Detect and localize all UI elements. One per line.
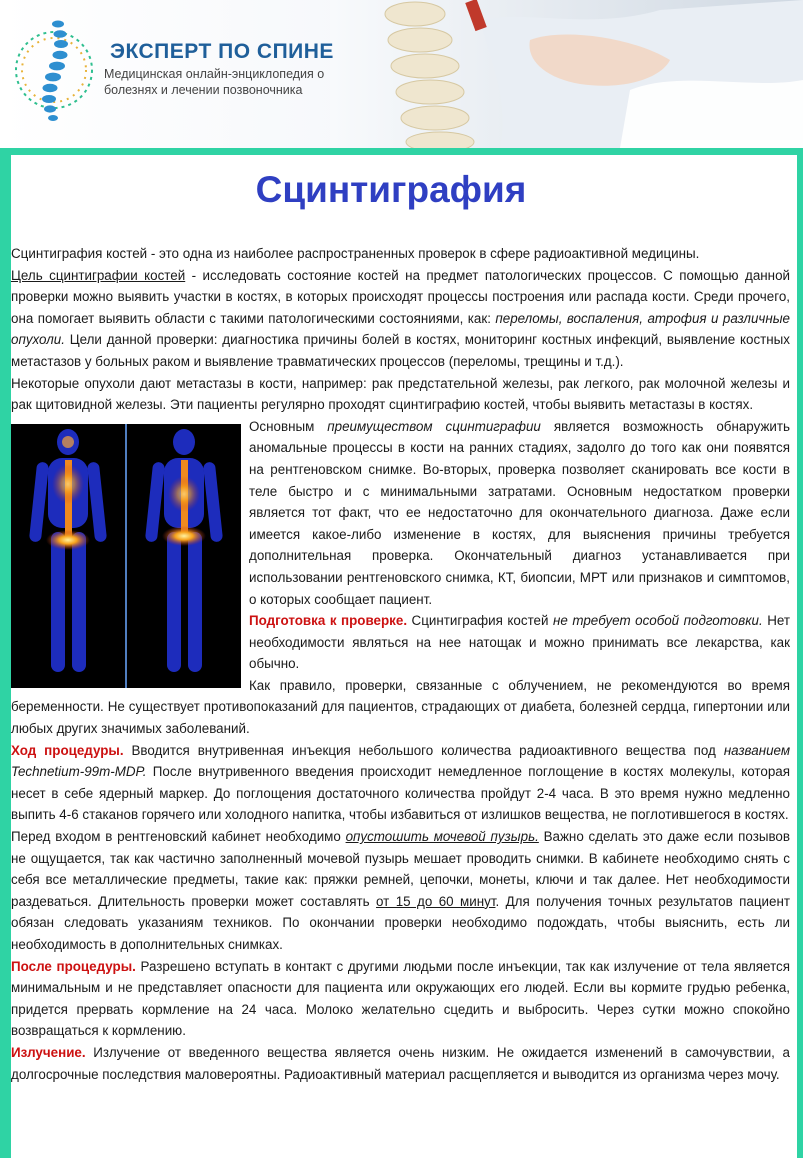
paragraph-metastases: Некоторые опухоли дают метастазы в кости, например: рак предстательной железы, рак легкого, рак молочной железы и рак щитовидной железы. Эти пациенты регулярно проходят сцинтиграфию костей, чтобы выявить метастазы в костях.	[11, 375, 790, 413]
bone-scan-image	[11, 424, 241, 688]
preparation-label: Подготовка к проверке.	[249, 613, 408, 629]
paragraph-pregnancy: Как правило, проверки, связанные с облучением, не рекомендуются во время беременности. Не существует противопоказаний для пациентов, страдающих от диабета, болезней сердца, гипертонии или любых других значимых заболеваний.	[11, 677, 790, 737]
goal-label: Цель сцинтиграфии костей	[11, 267, 186, 283]
procedure-label: Ход процедуры.	[11, 742, 124, 758]
paragraph-advantage: Основным преимуществом сцинтиграфии является возможность обнаружить аномальные процессы в кости на ранних стадиях, задолго до того как они появятся на рентгеновском снимке. Во-вторых, проверка позволяет сканировать все кости в теле быстро и с минимальными затратами. Основным недостатком проверки является тот факт, что ее недостаточно для окончательного диагноза. Даже если имеется какое-либо изменение в костях, для выяснения причины требуется дополнительная проверка. Окончательный диагноз устанавливается при использовании рентгеновского снимка, КТ, биопсии, МРТ или признаков и симптомов, о которых сообщает пациент.	[249, 418, 791, 607]
paragraph-goal: Цель сцинтиграфии костей - исследовать состояние костей на предмет патологических процессов. С помощью данной проверки можно выявить участки в костях, в которых происходят процессы построения или распада кости. Среди прочего, она помогает выявить области с такими патологическими состояниями, как: переломы, воспаления, атрофия и различные опухоли. Цели данной проверки: диагностика причины болей в костях, мониторинг костных инфекций, выявление костных метастазов у больных раком и выявление травматических процессов (переломы, трещины и т.д.).	[11, 267, 790, 369]
article-body	[11, 243, 790, 1085]
paragraph-preparation: Подготовка к проверке. Сцинтиграфия костей не требует особой подготовки. Нет необходимости являться на нее натощак и можно принимать все лекарства, как обычно.	[249, 613, 791, 672]
bone-scan-figures	[11, 424, 241, 688]
paragraph-before-xray: Перед входом в рентгеновский кабинет необходимо опустошить мочевой пузырь. Важно сделать это даже если позывов не ощущается, так как частично заполненный мочевой пузырь мешает проводить снимки. В кабинете необходимо снять с себя все металлические предметы, такие как: пряжки ремней, цепочки, монеты, ключи и так далее. Нет необходимости раздеваться. Длительность проверки может составлять от 15 до 60 минут. Для получения точных результатов пациент обязан следовать указаниям техников. По окончании проверки необходимо подождать, чтобы выяснить, есть ли необходимость в дополнительных снимках.	[11, 829, 790, 952]
paragraph-procedure: Ход процедуры. Вводится внутривенная инъекция небольшого количества радиоактивного вещества под названием Technetium-99m-MDP. После внутривенного введения происходит немедленное поглощение в костях молекулы, которая несет в себе ядерный маркер. До поглощения достаточного количества пройдут 2-4 часа. В это время нужно медленно выпить 4-6 стаканов горячего или холодного напитка, чтобы избавиться от излишков вещества, не поглотившегося в костях.	[11, 742, 790, 823]
site-header	[0, 0, 803, 148]
article-panel	[11, 155, 797, 1158]
brand-tagline: Медицинская онлайн-энциклопедия о болезнях и лечении позвоночника	[104, 67, 325, 97]
radiation-label: Излучение.	[11, 1044, 86, 1060]
paragraph-intro: Сцинтиграфия костей - это одна из наиболее распространенных проверок в сфере радиоактивной медицины.	[11, 246, 700, 261]
spine-logo-icon	[8, 14, 104, 124]
page-title: Сцинтиграфия	[255, 169, 527, 210]
after-label: После процедуры.	[11, 958, 136, 974]
spine-doctor-photo	[330, 0, 803, 148]
brand-name: ЭКСПЕРТ ПО СПИНЕ	[110, 40, 334, 63]
paragraph-radiation: Излучение. Излучение от введенного вещества является очень низким. Не ожидается изменений в самочувствии, а долгосрочные последствия маловероятны. Радиоактивный материал расщепляется и выводится из организма через мочу.	[11, 1044, 790, 1082]
paragraph-after: После процедуры. Разрешено вступать в контакт с другими людьми после инъекции, так как излучение от тела является минимальным и не представляет опасности для пациента или окружающих его людей. Если вы кормите грудью ребенка, придется прервать кормление на 24 часа. Молоко желательно сцедить и выбросить. Через сутки можно спокойно возвращаться к кормлению.	[11, 958, 790, 1039]
